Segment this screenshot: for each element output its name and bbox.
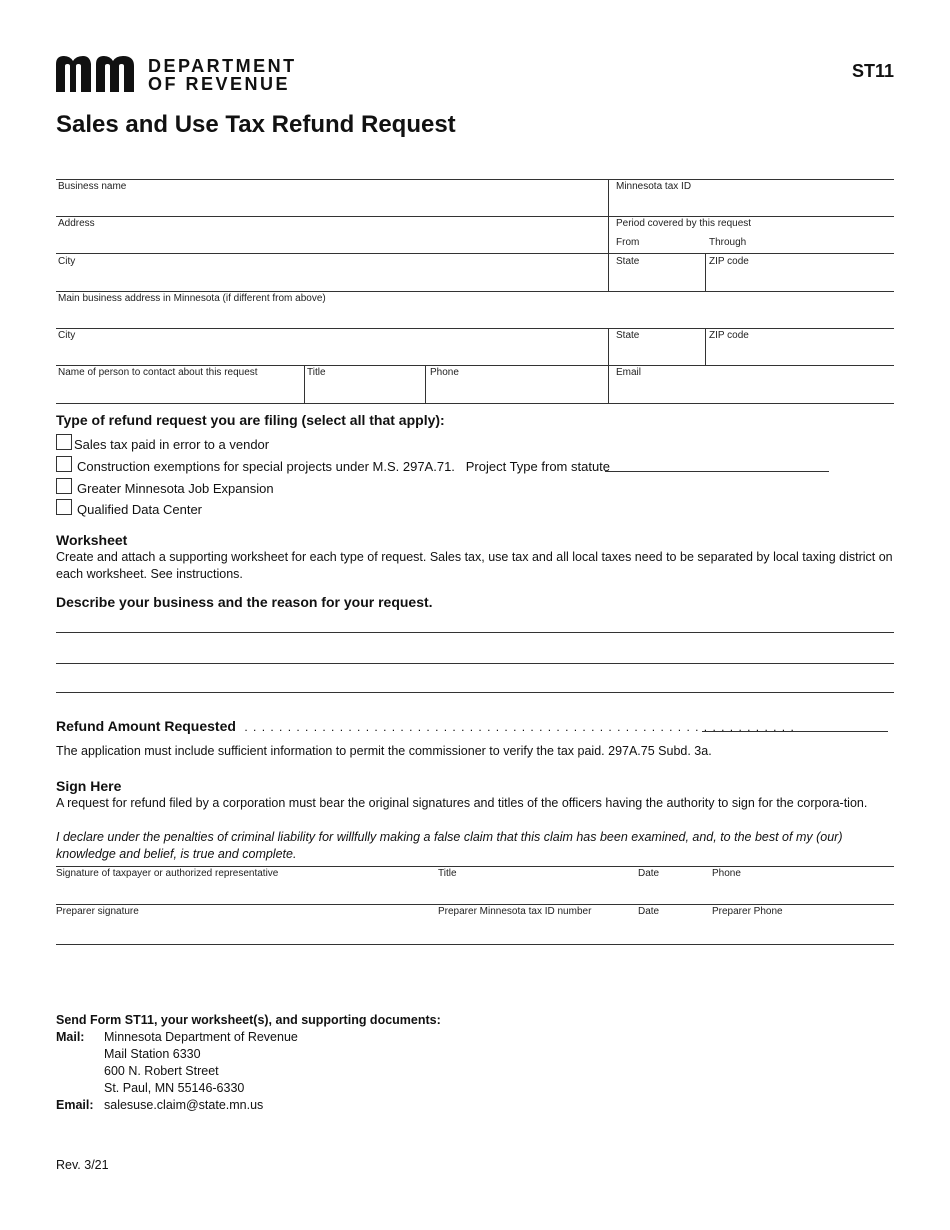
refund-amount-row bbox=[56, 718, 894, 736]
revision-date: Rev. 3/21 bbox=[56, 1158, 109, 1172]
describe-line-3[interactable] bbox=[56, 692, 894, 693]
preparer-date-field[interactable]: Date bbox=[638, 906, 660, 917]
period-label: Period covered by this request bbox=[616, 218, 752, 229]
page-title: Sales and Use Tax Refund Request bbox=[56, 111, 456, 138]
period-through-field[interactable]: Through bbox=[709, 237, 747, 248]
email-field[interactable]: Email bbox=[616, 367, 642, 378]
mail-line-3: 600 N. Robert Street bbox=[104, 1064, 219, 1078]
email-label: Email: bbox=[56, 1098, 94, 1112]
mail-label: Mail: bbox=[56, 1030, 85, 1044]
mail-line-1: Minnesota Department of Revenue bbox=[104, 1030, 298, 1044]
submission-email: salesuse.claim@state.mn.us bbox=[104, 1098, 264, 1112]
send-heading: Send Form ST11, your worksheet(s), and supporting documents: bbox=[56, 1013, 441, 1027]
preparer-phone-field[interactable]: Preparer Phone bbox=[712, 906, 783, 917]
describe-heading: Describe your business and the reason for your request. bbox=[56, 594, 433, 610]
checkbox-job-expansion[interactable] bbox=[56, 478, 72, 494]
option-data-center: Qualified Data Center bbox=[77, 502, 203, 517]
refund-amount-field[interactable] bbox=[702, 731, 888, 732]
phone-field[interactable]: Phone bbox=[430, 367, 459, 378]
sign-text: A request for refund filed by a corporation must bear the original signatures and titles of the officers having the authority to sign for the corpora-tion. bbox=[56, 796, 868, 810]
checkbox-sales-tax-error[interactable] bbox=[56, 434, 72, 450]
option-job-expansion: Greater Minnesota Job Expansion bbox=[77, 481, 274, 496]
mail-line-4: St. Paul, MN 55146-6330 bbox=[104, 1081, 245, 1095]
taxpayer-signature-field[interactable]: Signature of taxpayer or authorized representative bbox=[56, 868, 279, 879]
logo-line-1: DEPARTMENT bbox=[148, 56, 297, 76]
declaration-text: I declare under the penalties of criminal liability for willfully making a false claim that this claim has been examined, and, to the best of my (our) knowledge and belief, is true and complete. bbox=[56, 830, 843, 861]
logo-line-2: OF REVENUE bbox=[148, 74, 291, 94]
form-number: ST11 bbox=[851, 61, 894, 81]
city-field[interactable]: City bbox=[58, 256, 76, 267]
refund-amount-note: The application must include sufficient information to permit the commissioner to verify the tax paid. 297A.75 Subd. 3a. bbox=[56, 744, 712, 758]
zip2-field[interactable]: ZIP code bbox=[709, 330, 749, 341]
project-type-line[interactable] bbox=[605, 471, 829, 472]
period-from-field[interactable]: From bbox=[616, 237, 640, 248]
state2-field[interactable]: State bbox=[616, 330, 640, 341]
checkbox-data-center[interactable] bbox=[56, 499, 72, 515]
worksheet-text: Create and attach a supporting worksheet for each type of request. Sales tax, use tax and all local taxes need to be separated by local taxing district on each worksheet. See instructions. bbox=[56, 550, 893, 581]
zip-field[interactable]: ZIP code bbox=[709, 256, 749, 267]
contact-title-field[interactable]: Title bbox=[307, 367, 326, 378]
mail-line-2: Mail Station 6330 bbox=[104, 1047, 201, 1061]
option-sales-tax-error: Sales tax paid in error to a vendor bbox=[74, 437, 270, 452]
sign-heading: Sign Here bbox=[56, 778, 122, 794]
address-field[interactable]: Address bbox=[58, 218, 95, 229]
main-address-field[interactable]: Main business address in Minnesota (if different from above) bbox=[58, 293, 326, 304]
refund-amount-leader: . . . . . . . . . . . . . . . . . . . . . . . . . . . . . . . . . . . . . . . . . . . . . . . . . . . . . . . . . . . . . . . . bbox=[244, 720, 795, 734]
sign-date-field[interactable]: Date bbox=[638, 868, 660, 879]
sign-phone-field[interactable]: Phone bbox=[712, 868, 741, 879]
worksheet-heading: Worksheet bbox=[56, 532, 128, 548]
state-field[interactable]: State bbox=[616, 256, 640, 267]
business-name-field[interactable]: Business name bbox=[58, 181, 127, 192]
city2-field[interactable]: City bbox=[58, 330, 76, 341]
contact-name-field[interactable]: Name of person to contact about this request bbox=[58, 367, 258, 378]
refund-type-heading: Type of refund request you are filing (select all that apply): bbox=[56, 412, 445, 428]
checkbox-construction[interactable] bbox=[56, 456, 72, 472]
option-construction: Construction exemptions for special projects under M.S. 297A.71. Project Type from statute bbox=[77, 459, 611, 474]
signer-title-field[interactable]: Title bbox=[438, 868, 457, 879]
describe-line-2[interactable] bbox=[56, 663, 894, 664]
mn-logo-icon bbox=[56, 56, 136, 92]
mn-tax-id-field[interactable]: Minnesota tax ID bbox=[616, 181, 692, 192]
describe-line-1[interactable] bbox=[56, 632, 894, 633]
refund-amount-label: Refund Amount Requested bbox=[56, 718, 236, 734]
preparer-signature-field[interactable]: Preparer signature bbox=[56, 906, 139, 917]
preparer-tax-id-field[interactable]: Preparer Minnesota tax ID number bbox=[438, 906, 592, 917]
